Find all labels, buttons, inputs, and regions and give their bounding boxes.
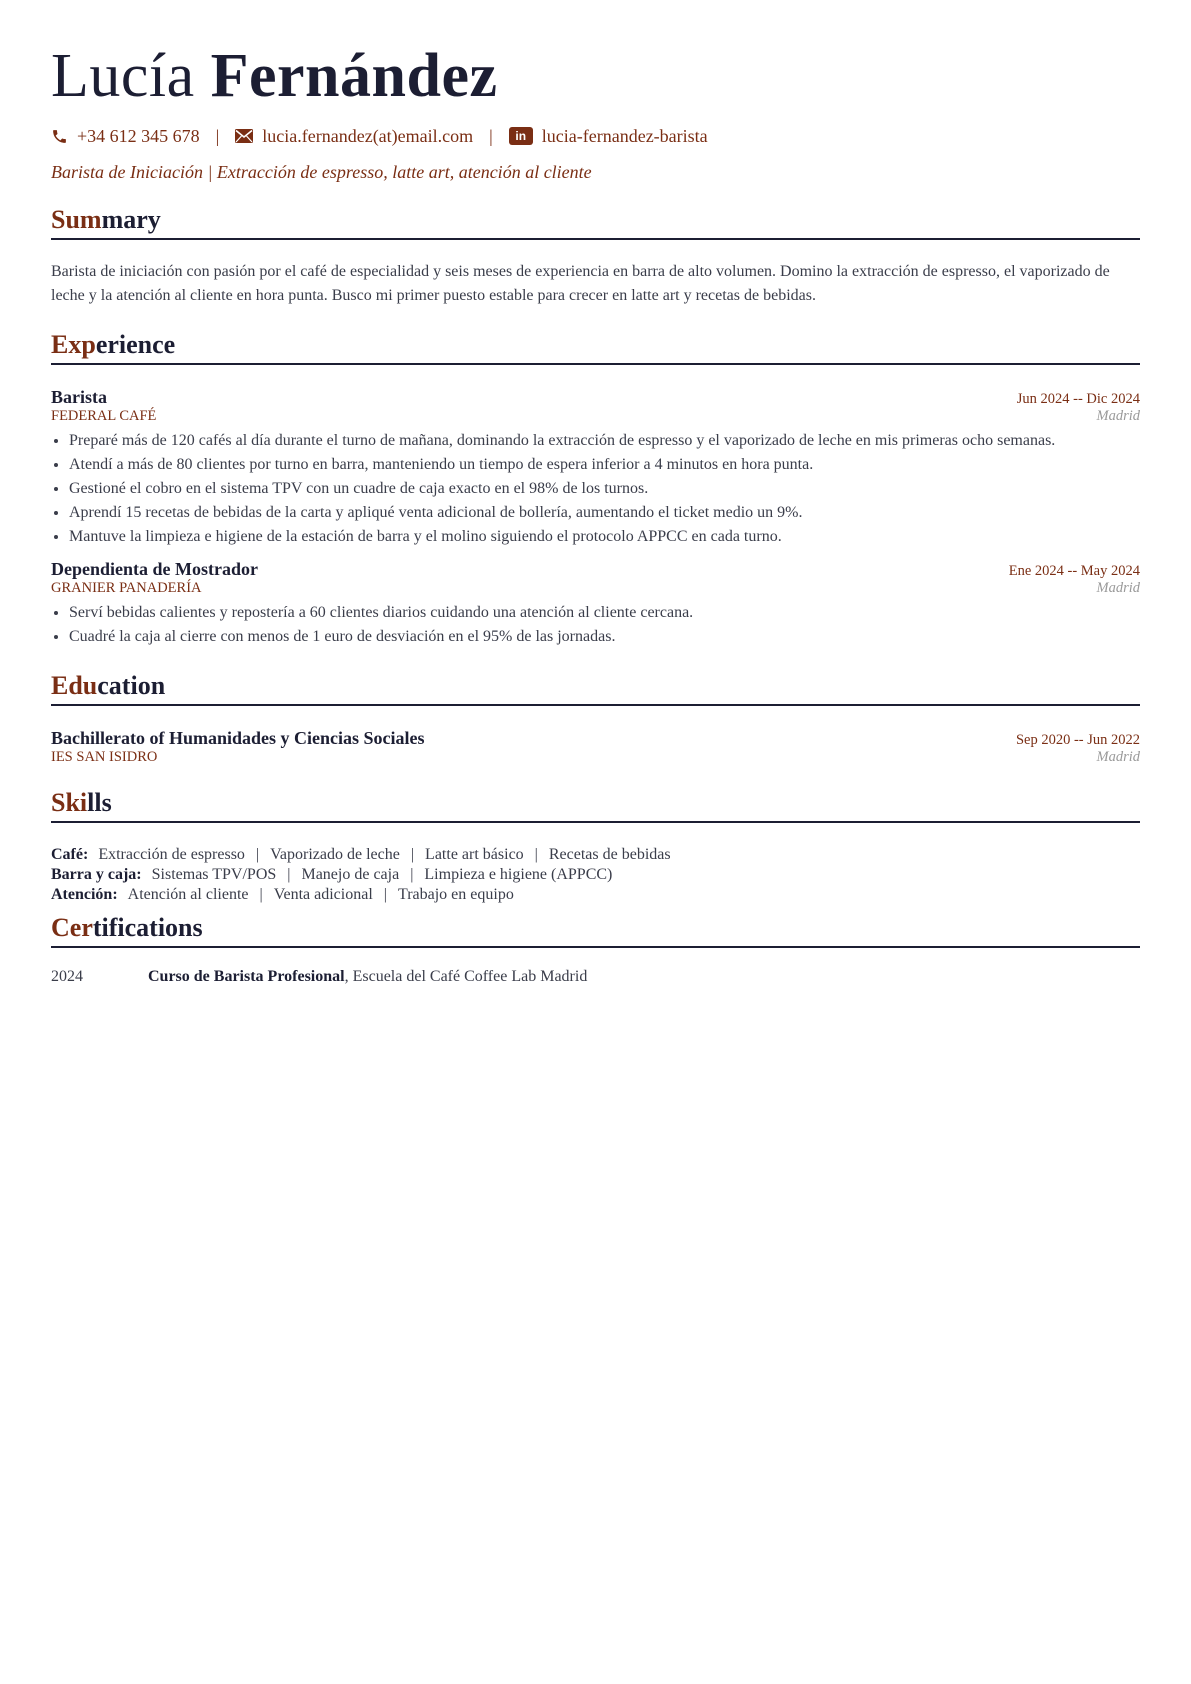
job-company: GRANIER PANADERÍA — [51, 580, 202, 596]
contact-email[interactable] — [235, 126, 473, 147]
education-section — [51, 671, 1140, 766]
skill-item: Recetas de bebidas — [548, 846, 671, 863]
experience-entry — [51, 559, 1140, 649]
section-title-certifications: Certifications — [51, 913, 1140, 948]
phone-icon — [51, 128, 68, 145]
envelope-icon — [235, 129, 253, 143]
education-dates: Sep 2020 -- Jun 2022 — [1015, 732, 1140, 748]
job-bullet: • Aprendí 15 recetas de bebidas de la carta y apliqué venta adicional de bollería, aumentando el ticket medio un 9%. — [69, 501, 1140, 525]
certification-year: 2024 — [51, 968, 83, 985]
summary-section — [51, 205, 1140, 308]
certifications-section — [51, 913, 1140, 986]
section-title-education: Education — [51, 671, 1140, 706]
job-bullet: • Atendí a más de 80 clientes por turno en barra, manteniendo un tiempo de espera inferior a 4 minutos en hora punta. — [69, 453, 1140, 477]
education-entry — [51, 728, 1140, 766]
skill-item: Venta adicional — [273, 886, 373, 903]
certification-entry — [51, 968, 1140, 986]
skill-item: Manejo de caja — [301, 866, 400, 883]
job-bullets — [51, 601, 1140, 649]
skill-category: Atención: — [51, 886, 118, 903]
skill-item: Trabajo en equipo — [397, 886, 514, 903]
job-bullet: • Preparé más de 120 cafés al día durante el turno de mañana, dominando la extracción de espresso y el vaporizado de leche en mis primeras ocho semanas. — [69, 429, 1140, 453]
linkedin-text: lucia-fernandez-barista — [541, 125, 708, 146]
skill-item: Limpieza e higiene (APPCC) — [424, 866, 613, 883]
school-name: IES SAN ISIDRO — [51, 749, 158, 765]
job-bullets — [51, 429, 1140, 549]
certification-name: Curso de Barista Profesional — [148, 968, 345, 985]
degree-title: Bachillerato of Humanidades y Ciencias Sociales — [51, 728, 425, 748]
certification-issuer: , Escuela del Café Coffee Lab Madrid — [344, 968, 588, 985]
section-title-summary: Summary — [51, 205, 1140, 240]
linkedin-icon: in — [509, 127, 533, 145]
last-name: Fernández — [210, 42, 498, 110]
job-location: Madrid — [1096, 408, 1140, 424]
skill-category: Barra y caja: — [51, 866, 142, 883]
skill-group: Café: Extracción de espresso | Vaporizado de leche | Latte art básico | Recetas de bebidas — [51, 846, 671, 863]
skill-group: Atención: Atención al cliente | Venta adicional | Trabajo en equipo — [51, 886, 514, 903]
skills-section — [51, 788, 1140, 905]
candidate-name — [51, 40, 1140, 112]
contact-separator: | — [489, 125, 493, 146]
skill-category: Café: — [51, 846, 89, 863]
skill-item: Extracción de espresso — [98, 846, 245, 863]
skill-item: Sistemas TPV/POS — [151, 866, 277, 883]
summary-text: Barista de iniciación con pasión por el café de especialidad y seis meses de experiencia en barra de alto volumen. Domino la extracción de espresso, el vaporizado de leche y la atención al cliente en hora punta. Busco mi primer puesto estable para crecer en latte art y recetas de bebidas. — [51, 263, 1110, 304]
contact-bar — [51, 124, 1140, 148]
job-title: Barista — [51, 387, 107, 407]
section-title-skills: Skills — [51, 788, 1140, 823]
contact-linkedin[interactable] — [509, 126, 708, 147]
tagline: Barista de Iniciación | Extracción de espresso, latte art, atención al cliente — [51, 162, 592, 182]
experience-section — [51, 330, 1140, 649]
skill-item: Vaporizado de leche — [270, 846, 400, 863]
job-bullet: • Gestioné el cobro en el sistema TPV con un cuadre de caja exacto en el 98% de los turnos. — [69, 477, 1140, 501]
phone-text: +34 612 345 678 — [77, 125, 200, 146]
skill-item: Atención al cliente — [127, 886, 249, 903]
contact-phone[interactable] — [51, 126, 200, 147]
skill-group: Barra y caja: Sistemas TPV/POS | Manejo de caja | Limpieza e higiene (APPCC) — [51, 866, 613, 883]
job-dates: Jun 2024 -- Dic 2024 — [1016, 391, 1140, 407]
job-title: Dependienta de Mostrador — [51, 559, 258, 579]
skills-list — [51, 845, 1140, 905]
section-title-experience: Experience — [51, 330, 1140, 365]
job-bullet: • Mantuve la limpieza e higiene de la estación de barra y el molino siguiendo el protocolo APPCC en cada turno. — [69, 525, 1140, 549]
job-dates: Ene 2024 -- May 2024 — [1008, 563, 1140, 579]
job-bullet: • Cuadré la caja al cierre con menos de 1 euro de desviación en el 95% de las jornadas. — [69, 625, 1140, 649]
experience-entry — [51, 387, 1140, 549]
skill-item: Latte art básico — [425, 846, 524, 863]
email-text: lucia.fernandez(at)email.com — [262, 125, 474, 146]
job-bullet: • Serví bebidas calientes y repostería a 60 clientes diarios cuidando una atención al cliente cercana. — [69, 601, 1140, 625]
job-company: FEDERAL CAFÉ — [51, 408, 157, 424]
job-location: Madrid — [1096, 580, 1140, 596]
contact-separator: | — [215, 125, 220, 146]
first-name: Lucía — [51, 42, 195, 110]
school-location: Madrid — [1096, 749, 1140, 765]
